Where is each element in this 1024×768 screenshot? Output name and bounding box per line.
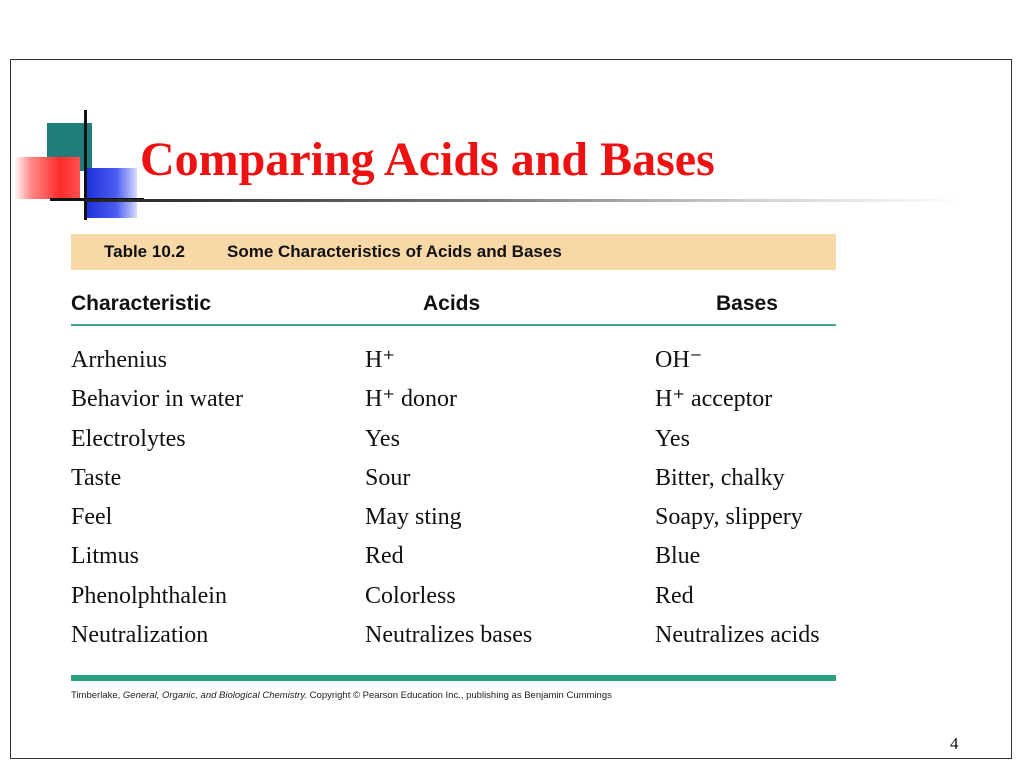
cell-characteristic: Electrolytes: [71, 425, 186, 452]
cell-characteristic: Neutralization: [71, 622, 209, 649]
cell-acids: Neutralizes bases: [365, 622, 533, 649]
cell-characteristic: Feel: [71, 504, 113, 531]
table-row: [71, 501, 836, 540]
table-header: [71, 288, 836, 322]
cell-acids: H⁺ donor: [365, 386, 457, 413]
cell-acids: Sour: [365, 464, 411, 491]
credit-book: General, Organic, and Biological Chemistry.: [122, 690, 308, 701]
table-caption-title: Some Characteristics of Acids and Bases: [227, 242, 562, 261]
cell-acids: H⁺: [365, 347, 395, 373]
cell-bases: Red: [655, 582, 694, 609]
table-row: [71, 383, 836, 422]
header-acids: Acids: [423, 292, 481, 315]
table-bottom-rule: [71, 675, 836, 681]
table-caption-number: Table 10.2: [104, 242, 185, 261]
cell-characteristic: Phenolphthalein: [71, 582, 227, 609]
table-row: [71, 540, 836, 579]
cell-bases: Bitter, chalky: [655, 464, 785, 491]
table-caption: [71, 234, 836, 270]
header-rule: [71, 324, 836, 326]
cell-characteristic: Behavior in water: [71, 386, 243, 413]
cell-bases: Soapy, slippery: [655, 504, 803, 531]
cell-bases: Yes: [655, 425, 690, 452]
credit-copyright: Copyright © Pearson Education Inc., publishing as Benjamin Cummings: [309, 690, 612, 701]
cell-characteristic: Taste: [71, 464, 122, 491]
table-row: [71, 619, 836, 658]
table-row: [71, 423, 836, 462]
cell-bases: Blue: [655, 543, 701, 570]
table-row: [71, 344, 836, 383]
cell-characteristic: Arrhenius: [71, 347, 167, 373]
cell-acids: Colorless: [365, 582, 456, 609]
cell-acids: May sting: [365, 504, 462, 531]
header-bases: Bases: [716, 292, 778, 315]
title-underline: [86, 199, 966, 202]
source-credit: [71, 690, 612, 701]
logo-vertical-line: [84, 110, 87, 220]
logo-blue-square: [85, 168, 137, 218]
cell-bases: H⁺ acceptor: [655, 386, 773, 413]
slide-title: Comparing Acids and Bases: [140, 133, 715, 186]
logo-red-square: [14, 157, 80, 199]
cell-acids: Red: [365, 543, 404, 570]
cell-bases: OH⁻: [655, 347, 703, 373]
header-characteristic: Characteristic: [71, 292, 212, 315]
page-number: 4: [950, 734, 959, 753]
cell-acids: Yes: [365, 425, 400, 452]
table-row: [71, 462, 836, 501]
cell-characteristic: Litmus: [71, 543, 140, 570]
table-body: [71, 344, 836, 658]
table-row: [71, 580, 836, 619]
cell-bases: Neutralizes acids: [655, 622, 820, 649]
credit-author: Timberlake,: [71, 690, 121, 701]
